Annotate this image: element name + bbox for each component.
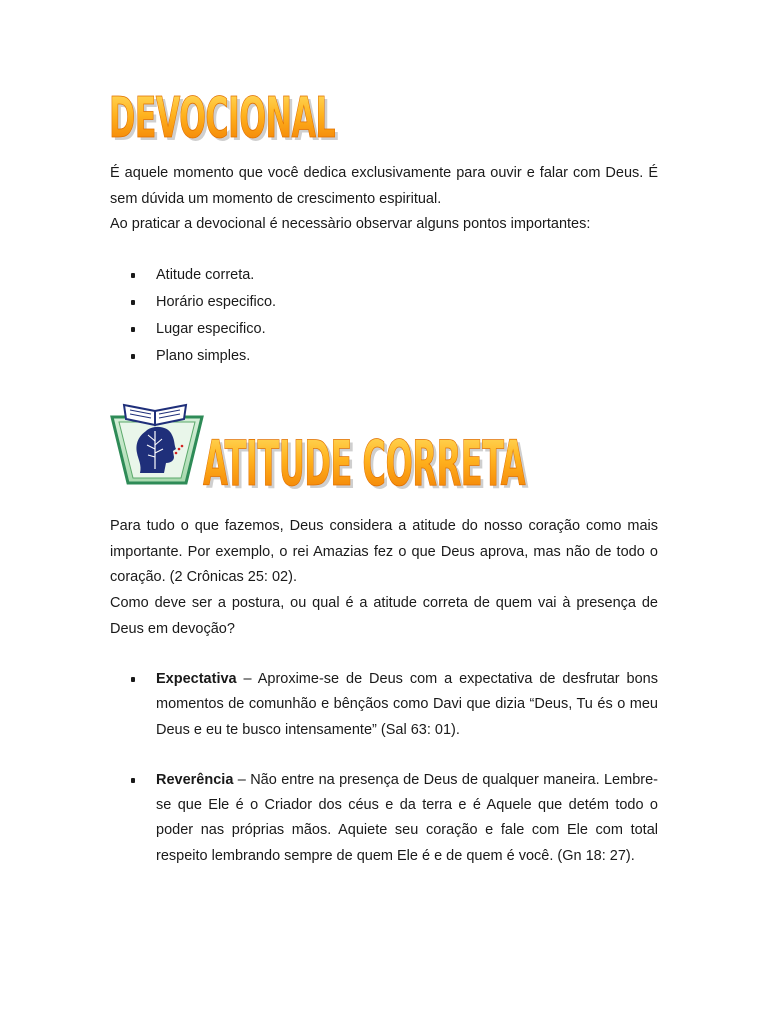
book-over-head-icon [110, 401, 204, 487]
list-item [110, 316, 658, 343]
list-item [110, 262, 658, 289]
list-item-text: – Aproxime-se de Deus com a expectativa de desfrutar bons momentos de comunhão e bênçãos como Davi que dizia “Deus, Tu és o meu Deus e eu te busco intensamente” (Sal 63: 01). [156, 671, 658, 738]
bullet-icon [131, 354, 135, 359]
bullet-icon [131, 273, 135, 278]
section2-title [202, 425, 532, 491]
section1-paragraph-1: É aquele momento que você dedica exclusivamente para ouvir e falar com Deus. É sem dúvida um momento de crescimento espiritual. [110, 165, 658, 207]
section1-title-art [108, 84, 340, 144]
bullet-icon [131, 327, 135, 332]
list-item-text: Horário especifico. [156, 294, 277, 310]
list-item [110, 667, 658, 743]
section1-title-text: DEVOCIONAL [109, 86, 335, 144]
list-item-text: Atitude correta. [156, 267, 255, 283]
section2-bullet-list [110, 667, 658, 869]
list-item-text: – Não entre na presença de Deus de qualquer maneira. Lembre-se que Ele é o Criador dos céus e da terra e é Aquele que detém todo o poder nas próprias mãos. Aquiete seu coração e fale com Ele com total respeito lembrando sempre de quem Ele é e de quem é você. (Gn 18: 27). [156, 771, 658, 864]
section1-title [108, 84, 340, 144]
bullet-icon [131, 778, 135, 783]
list-item-term: Reverência [156, 771, 234, 788]
list-item-text: Plano simples. [156, 348, 251, 364]
section2-paragraph-1: Para tudo o que fazemos, Deus considera a atitude do nosso coração como mais importante. Por exemplo, o rei Amazias fez o que Deus aprova, mas não de todo o coração. (2 Crônicas 25: 02). [110, 518, 658, 585]
list-item [110, 289, 658, 316]
section1-title-shadow: DEVOCIONAL [112, 89, 338, 144]
section1-bullet-list [110, 262, 658, 370]
list-item [110, 343, 658, 370]
list-item [110, 768, 658, 869]
list-item-term: Expectativa [156, 671, 237, 687]
section1-paragraph-2: Ao praticar a devocional é necessàrio observar alguns pontos importantes: [110, 216, 591, 232]
bullet-icon [131, 300, 135, 305]
list-item-text: Lugar especifico. [156, 321, 266, 337]
section2-title-shadow: ATITUDE CORRETA [206, 430, 529, 491]
section2-paragraph-2: Como deve ser a postura, ou qual é a atitude correta de quem vai à presença de Deus em devoção? [110, 595, 658, 637]
bullet-icon [131, 677, 135, 682]
section2-title-art [202, 425, 532, 491]
section2-title-text: ATITUDE CORRETA [203, 427, 526, 491]
